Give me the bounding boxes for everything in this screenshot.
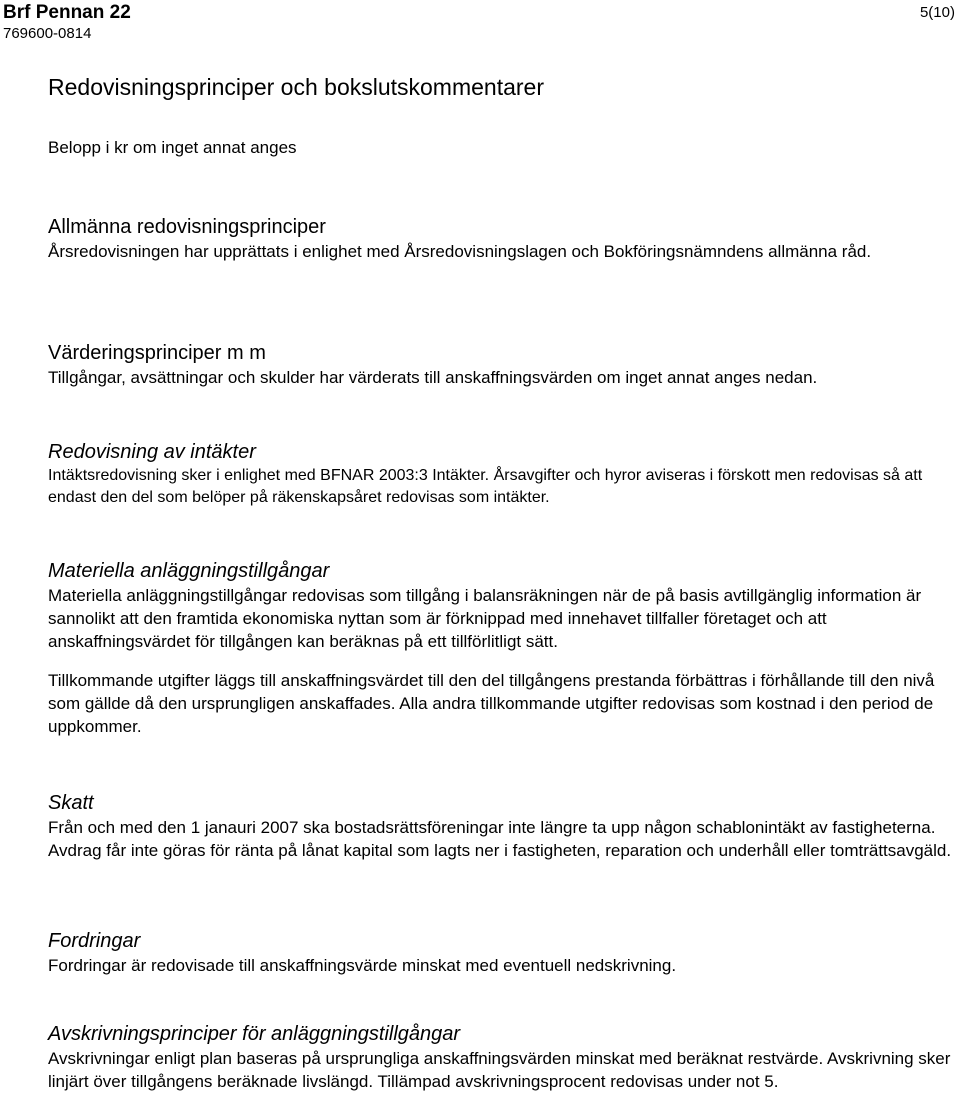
section-heading: Värderingsprinciper m m [48, 342, 266, 364]
section-heading: Fordringar [48, 930, 141, 952]
section-general-principles [48, 214, 952, 263]
section-heading: Avskrivningsprinciper för anläggningstillgångar [48, 1023, 461, 1045]
section-paragraph: Från och med den 1 janauri 2007 ska bostadsrättsföreningar inte längre ta upp någon schablonintäkt av fastigheterna. Avdrag får inte göras för ränta på lånat kapital som lagts ner i fastigheten, reparation och underhåll eller tomträttsavgäld. [48, 818, 952, 860]
section-paragraph: Materiella anläggningstillgångar redovisas som tillgång i balansräkningen när de på basis avtillgänglig information är sannolikt att den framtida ekonomiska nyttan som är förknippad med innehavet tillfaller företaget och att anskaffningsvärdet för tillgången kan beräknas på ett tillförlitligt sätt. [48, 586, 922, 651]
section-paragraph: Årsredovisningen har upprättats i enlighet med Årsredovisningslagen och Bokföringsnämndens allmänna råd. [48, 242, 872, 261]
section-paragraph: Tillkommande utgifter läggs till anskaffningsvärdet till den del tillgångens prestanda förbättras i förhållande till den nivå som gällde då den ursprungligen anskaffades. Alla andra tillkommande utgifter redovisas som kostnad i den period de uppkommer. [48, 671, 935, 736]
organization-number: 769600-0814 [3, 25, 92, 42]
section-paragraph: Avskrivningar enligt plan baseras på ursprungliga anskaffningsvärden minskat med beräknat restvärde. Avskrivning sker linjärt över tillgångens beräknade livslängd. Tillämpad avskrivningsprocent redovisas under not 5. [48, 1049, 951, 1091]
section-paragraph: Fordringar är redovisade till anskaffningsvärde minskat med eventuell nedskrivning. [48, 956, 677, 975]
section-heading: Redovisning av intäkter [48, 441, 256, 463]
section-heading: Skatt [48, 792, 94, 814]
section-valuation-principles [48, 340, 952, 389]
section-heading: Allmänna redovisningsprinciper [48, 216, 326, 238]
section-tangible-fixed-assets [48, 558, 952, 738]
section-revenue-recognition [48, 439, 952, 509]
section-receivables [48, 928, 952, 977]
section-paragraph: Tillgångar, avsättningar och skulder har värderats till anskaffningsvärden om inget annat anges nedan. [48, 368, 818, 387]
section-tax [48, 790, 952, 862]
page-title: Redovisningsprinciper och bokslutskommentarer [48, 74, 545, 100]
organization-name: Brf Pennan 22 [3, 2, 131, 23]
section-paragraph: Intäktsredovisning sker i enlighet med BFNAR 2003:3 Intäkter. Årsavgifter och hyror aviseras i förskott men redovisas så att endast den del som belöper på räkenskapsåret redovisas som intäkter. [48, 467, 923, 506]
section-depreciation-principles [48, 1021, 952, 1093]
section-heading: Materiella anläggningstillgångar [48, 560, 330, 582]
amount-note: Belopp i kr om inget annat anges [48, 138, 297, 157]
page-number: 5(10) [919, 4, 955, 21]
